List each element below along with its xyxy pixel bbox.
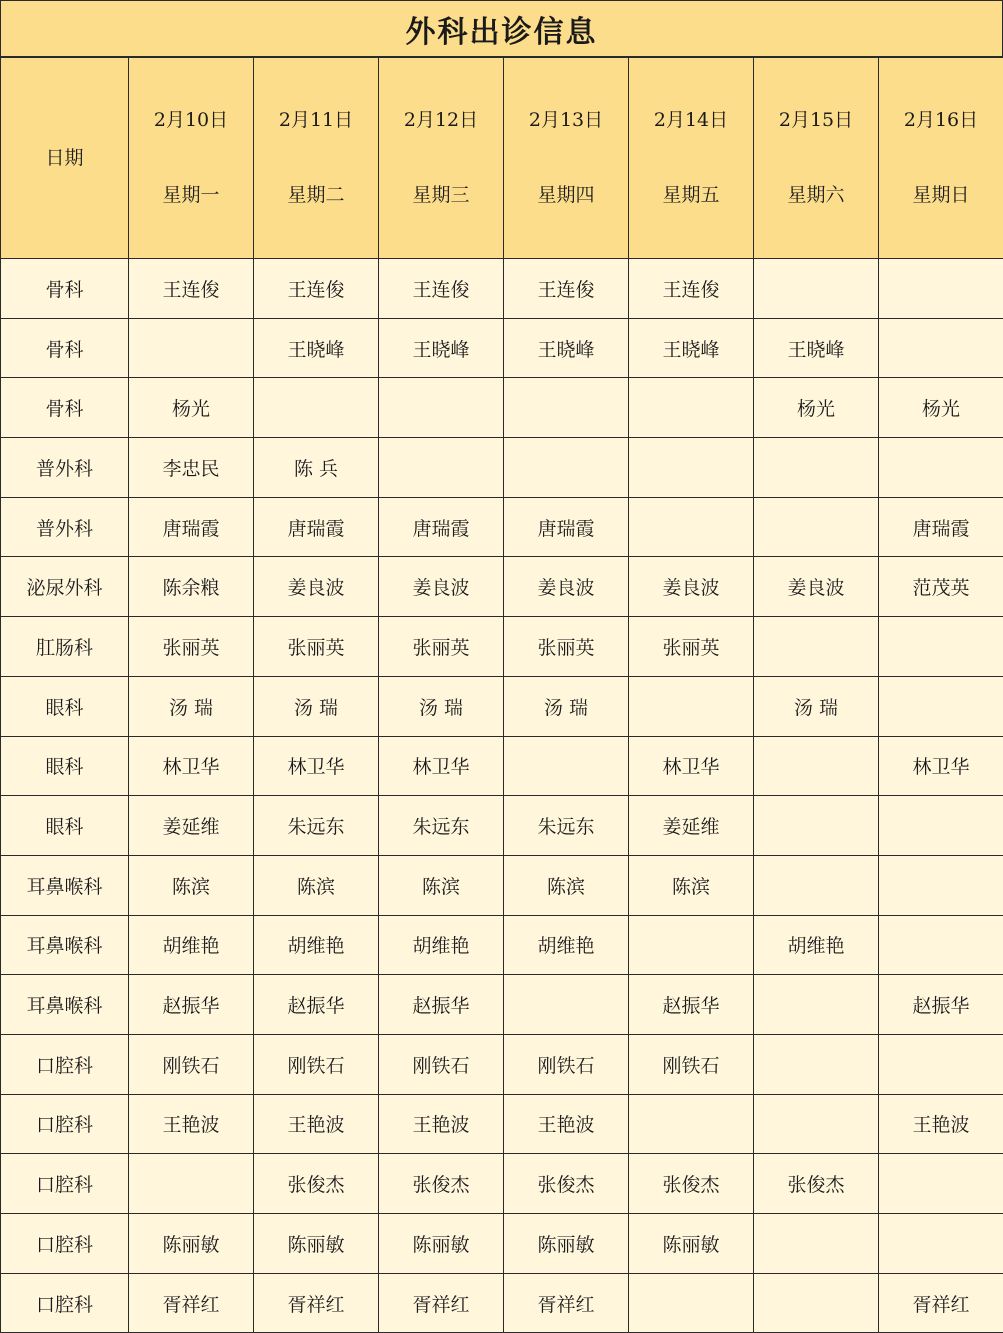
- table-row: [1, 378, 1003, 438]
- doctor-cell: [504, 378, 629, 438]
- header-day-weekday: 星期二: [254, 183, 378, 208]
- header-day: [504, 58, 629, 259]
- doctor-cell: 王晓峰: [254, 318, 379, 378]
- header-day-weekday: 星期日: [879, 183, 1003, 208]
- doctor-cell: 朱远东: [504, 796, 629, 856]
- table-row: [1, 736, 1003, 796]
- schedule-body: [1, 259, 1003, 1333]
- doctor-cell: 刚铁石: [129, 1034, 254, 1094]
- doctor-cell: [754, 855, 879, 915]
- doctor-cell: [629, 497, 754, 557]
- header-day-date: 2月16日: [879, 108, 1003, 133]
- header-day-date: 2月11日: [254, 108, 378, 133]
- table-row: [1, 617, 1003, 677]
- doctor-cell: 汤 瑞: [504, 676, 629, 736]
- doctor-cell: 汤 瑞: [379, 676, 504, 736]
- header-day-date: 2月15日: [754, 108, 878, 133]
- doctor-cell: 张俊杰: [629, 1154, 754, 1214]
- doctor-cell: 王晓峰: [504, 318, 629, 378]
- doctor-cell: 王晓峰: [754, 318, 879, 378]
- doctor-cell: 王艳波: [379, 1094, 504, 1154]
- doctor-cell: 汤 瑞: [129, 676, 254, 736]
- doctor-cell: 胡维艳: [254, 915, 379, 975]
- doctor-cell: 张丽英: [254, 617, 379, 677]
- header-day-weekday: 星期六: [754, 183, 878, 208]
- doctor-cell: 胥祥红: [129, 1273, 254, 1333]
- doctor-cell: 刚铁石: [504, 1034, 629, 1094]
- table-row: [1, 259, 1003, 319]
- doctor-cell: 陈丽敏: [254, 1214, 379, 1274]
- doctor-cell: 林卫华: [129, 736, 254, 796]
- header-day-date: 2月13日: [504, 108, 628, 133]
- doctor-cell: [129, 318, 254, 378]
- header-day: [879, 58, 1003, 259]
- doctor-cell: 胥祥红: [379, 1273, 504, 1333]
- doctor-cell: 王艳波: [504, 1094, 629, 1154]
- doctor-cell: [754, 259, 879, 319]
- doctor-cell: 王连俊: [254, 259, 379, 319]
- department-cell: 口腔科: [1, 1273, 129, 1333]
- doctor-cell: [754, 617, 879, 677]
- doctor-cell: [754, 1273, 879, 1333]
- doctor-cell: 王连俊: [379, 259, 504, 319]
- header-day: [754, 58, 879, 259]
- header-day-date: 2月14日: [629, 108, 753, 133]
- department-cell: 口腔科: [1, 1094, 129, 1154]
- doctor-cell: 杨光: [754, 378, 879, 438]
- doctor-cell: 张俊杰: [504, 1154, 629, 1214]
- doctor-cell: 姜良波: [504, 557, 629, 617]
- doctor-cell: [504, 975, 629, 1035]
- doctor-cell: 唐瑞霞: [504, 497, 629, 557]
- header-day: [254, 58, 379, 259]
- doctor-cell: 范茂英: [879, 557, 1003, 617]
- doctor-cell: 陈丽敏: [629, 1214, 754, 1274]
- doctor-cell: [629, 378, 754, 438]
- doctor-cell: 张俊杰: [754, 1154, 879, 1214]
- doctor-cell: [754, 438, 879, 498]
- department-cell: 耳鼻喉科: [1, 855, 129, 915]
- department-cell: 普外科: [1, 438, 129, 498]
- doctor-cell: 王连俊: [629, 259, 754, 319]
- doctor-cell: [879, 1214, 1003, 1274]
- table-row: [1, 975, 1003, 1035]
- doctor-cell: [629, 1094, 754, 1154]
- doctor-cell: 刚铁石: [629, 1034, 754, 1094]
- doctor-cell: [879, 318, 1003, 378]
- doctor-cell: 张丽英: [379, 617, 504, 677]
- table-row: [1, 1273, 1003, 1333]
- doctor-cell: [879, 855, 1003, 915]
- doctor-cell: [629, 915, 754, 975]
- table-row: [1, 676, 1003, 736]
- doctor-cell: 赵振华: [129, 975, 254, 1035]
- doctor-cell: 张俊杰: [254, 1154, 379, 1214]
- doctor-cell: 姜良波: [629, 557, 754, 617]
- header-day-weekday: 星期五: [629, 183, 753, 208]
- header-row: [1, 58, 1003, 259]
- doctor-cell: [879, 617, 1003, 677]
- doctor-cell: 陈余粮: [129, 557, 254, 617]
- doctor-cell: 张丽英: [629, 617, 754, 677]
- doctor-cell: 王艳波: [254, 1094, 379, 1154]
- doctor-cell: 姜良波: [379, 557, 504, 617]
- doctor-cell: [129, 1154, 254, 1214]
- doctor-cell: 王艳波: [879, 1094, 1003, 1154]
- doctor-cell: [754, 736, 879, 796]
- doctor-cell: 陈滨: [129, 855, 254, 915]
- doctor-cell: [379, 378, 504, 438]
- table-row: [1, 497, 1003, 557]
- header-day-date: 2月12日: [379, 108, 503, 133]
- doctor-cell: 张丽英: [504, 617, 629, 677]
- doctor-cell: 杨光: [129, 378, 254, 438]
- doctor-cell: 林卫华: [629, 736, 754, 796]
- doctor-cell: [379, 438, 504, 498]
- doctor-cell: [879, 915, 1003, 975]
- doctor-cell: [754, 1094, 879, 1154]
- doctor-cell: 李忠民: [129, 438, 254, 498]
- header-day-weekday: 星期一: [129, 183, 253, 208]
- doctor-cell: 姜良波: [754, 557, 879, 617]
- doctor-cell: [629, 676, 754, 736]
- table-row: [1, 1154, 1003, 1214]
- table-row: [1, 1214, 1003, 1274]
- doctor-cell: [629, 1273, 754, 1333]
- page-title: 外科出诊信息: [0, 0, 1003, 57]
- doctor-cell: [504, 736, 629, 796]
- doctor-cell: [879, 796, 1003, 856]
- doctor-cell: 赵振华: [879, 975, 1003, 1035]
- doctor-cell: [504, 438, 629, 498]
- table-row: [1, 915, 1003, 975]
- doctor-cell: 胡维艳: [504, 915, 629, 975]
- doctor-cell: 汤 瑞: [754, 676, 879, 736]
- doctor-cell: 赵振华: [379, 975, 504, 1035]
- doctor-cell: [754, 1214, 879, 1274]
- doctor-cell: 陈 兵: [254, 438, 379, 498]
- header-day-weekday: 星期四: [504, 183, 628, 208]
- department-cell: 骨科: [1, 378, 129, 438]
- doctor-cell: 林卫华: [254, 736, 379, 796]
- doctor-cell: 胥祥红: [254, 1273, 379, 1333]
- doctor-cell: 陈滨: [629, 855, 754, 915]
- doctor-cell: 张俊杰: [379, 1154, 504, 1214]
- table-row: [1, 796, 1003, 856]
- table-row: [1, 557, 1003, 617]
- header-day: [379, 58, 504, 259]
- table-row: [1, 855, 1003, 915]
- doctor-cell: 王晓峰: [629, 318, 754, 378]
- department-cell: 眼科: [1, 796, 129, 856]
- doctor-cell: 朱远东: [379, 796, 504, 856]
- doctor-cell: 唐瑞霞: [379, 497, 504, 557]
- doctor-cell: 唐瑞霞: [129, 497, 254, 557]
- doctor-cell: 朱远东: [254, 796, 379, 856]
- doctor-cell: [879, 1154, 1003, 1214]
- doctor-cell: 胡维艳: [379, 915, 504, 975]
- doctor-cell: 王连俊: [129, 259, 254, 319]
- header-day-date: 2月10日: [129, 108, 253, 133]
- doctor-cell: 王晓峰: [379, 318, 504, 378]
- table-row: [1, 1094, 1003, 1154]
- doctor-cell: 陈丽敏: [379, 1214, 504, 1274]
- doctor-cell: [879, 259, 1003, 319]
- table-row: [1, 1034, 1003, 1094]
- header-date-label: 日期: [1, 58, 129, 259]
- doctor-cell: [754, 497, 879, 557]
- department-cell: 眼科: [1, 736, 129, 796]
- department-cell: 泌尿外科: [1, 557, 129, 617]
- doctor-cell: 胥祥红: [879, 1273, 1003, 1333]
- doctor-cell: 陈滨: [379, 855, 504, 915]
- doctor-cell: [254, 378, 379, 438]
- doctor-cell: 陈滨: [504, 855, 629, 915]
- doctor-cell: 陈丽敏: [504, 1214, 629, 1274]
- department-cell: 普外科: [1, 497, 129, 557]
- doctor-cell: 王艳波: [129, 1094, 254, 1154]
- table-row: [1, 318, 1003, 378]
- doctor-cell: [754, 975, 879, 1035]
- doctor-cell: 汤 瑞: [254, 676, 379, 736]
- header-day: [629, 58, 754, 259]
- doctor-cell: 姜延维: [629, 796, 754, 856]
- department-cell: 口腔科: [1, 1154, 129, 1214]
- department-cell: 眼科: [1, 676, 129, 736]
- department-cell: 耳鼻喉科: [1, 915, 129, 975]
- doctor-cell: 刚铁石: [379, 1034, 504, 1094]
- doctor-cell: 胥祥红: [504, 1273, 629, 1333]
- department-cell: 肛肠科: [1, 617, 129, 677]
- doctor-cell: 陈滨: [254, 855, 379, 915]
- department-cell: 口腔科: [1, 1034, 129, 1094]
- doctor-cell: [879, 438, 1003, 498]
- header-day-weekday: 星期三: [379, 183, 503, 208]
- doctor-cell: 张丽英: [129, 617, 254, 677]
- doctor-cell: 王连俊: [504, 259, 629, 319]
- department-cell: 骨科: [1, 259, 129, 319]
- doctor-cell: 胡维艳: [754, 915, 879, 975]
- department-cell: 耳鼻喉科: [1, 975, 129, 1035]
- doctor-cell: 唐瑞霞: [254, 497, 379, 557]
- doctor-cell: 赵振华: [629, 975, 754, 1035]
- doctor-cell: [629, 438, 754, 498]
- doctor-cell: 赵振华: [254, 975, 379, 1035]
- doctor-cell: 唐瑞霞: [879, 497, 1003, 557]
- doctor-cell: 杨光: [879, 378, 1003, 438]
- doctor-cell: 陈丽敏: [129, 1214, 254, 1274]
- doctor-cell: [754, 796, 879, 856]
- doctor-cell: 刚铁石: [254, 1034, 379, 1094]
- doctor-cell: [879, 1034, 1003, 1094]
- department-cell: 骨科: [1, 318, 129, 378]
- doctor-cell: [754, 1034, 879, 1094]
- doctor-cell: 姜良波: [254, 557, 379, 617]
- doctor-cell: 胡维艳: [129, 915, 254, 975]
- clinic-schedule-table: [0, 57, 1003, 1333]
- header-day: [129, 58, 254, 259]
- department-cell: 口腔科: [1, 1214, 129, 1274]
- doctor-cell: [879, 676, 1003, 736]
- doctor-cell: 林卫华: [879, 736, 1003, 796]
- table-row: [1, 438, 1003, 498]
- doctor-cell: 林卫华: [379, 736, 504, 796]
- doctor-cell: 姜延维: [129, 796, 254, 856]
